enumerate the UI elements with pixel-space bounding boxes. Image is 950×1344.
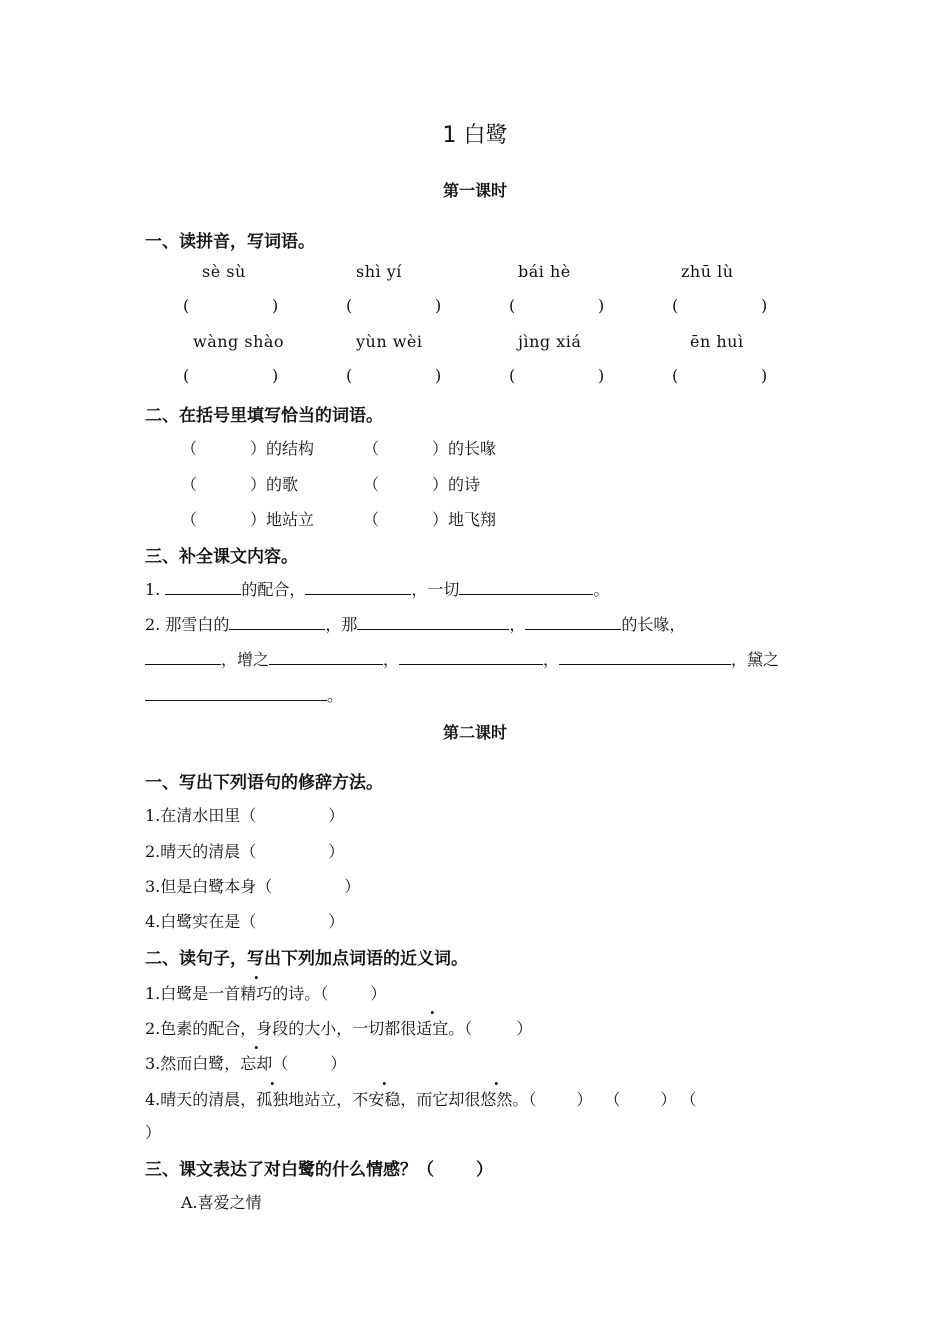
blank-line[interactable] <box>459 578 593 595</box>
blank-line[interactable] <box>269 648 383 665</box>
fill-open: （ <box>363 475 380 494</box>
fill-open: （ <box>181 439 198 458</box>
fill-open: （ <box>363 439 380 458</box>
pinyin-bai-he: bái hè <box>518 262 571 281</box>
blank-line[interactable] <box>357 613 509 630</box>
option-a[interactable]: A.喜爱之情 <box>181 1193 262 1212</box>
section-1-2-title: 二、在括号里填写恰当的词语。 <box>145 406 383 426</box>
lesson-1-heading: 第一课时 <box>442 181 507 200</box>
section-1-3-title: 三、补全课文内容。 <box>145 547 298 567</box>
answer-paren-close: ) <box>272 366 279 385</box>
recite-line-1: 1. 的配合， ，一切 。 <box>145 580 610 599</box>
blank-line[interactable] <box>145 648 221 665</box>
answer-paren-close: ) <box>598 296 605 315</box>
answer-paren-close: ) <box>435 296 442 315</box>
blank-line[interactable] <box>165 578 241 595</box>
fill-feixiang: ）地飞翔 <box>432 510 497 529</box>
answer-paren-open: ( <box>672 366 679 385</box>
synonym-sentence-1: 1.白鹭是一首精巧的诗。（ ） <box>145 981 386 1004</box>
fill-open: （ <box>181 510 198 529</box>
synonym-sentence-4: 4.晴天的清晨，孤独地站立，不安稳，而它却很悠然。（ ） （ ） （ <box>145 1087 696 1110</box>
pinyin-shi-yi: shì yí <box>356 262 402 281</box>
answer-paren-close: ) <box>761 296 768 315</box>
answer-paren-close: ) <box>598 366 605 385</box>
section-2-2-title: 二、读句子，写出下列加点词语的近义词。 <box>145 949 468 969</box>
dotted-word: 安稳 <box>368 1090 401 1109</box>
blank-line[interactable] <box>305 578 411 595</box>
answer-paren-open: ( <box>183 296 190 315</box>
fill-ge: ）的歌 <box>250 475 299 494</box>
answer-paren-open: ( <box>509 366 516 385</box>
fill-changhui: ）的长喙 <box>432 439 497 458</box>
fill-shi: ）的诗 <box>432 475 481 494</box>
recite-line-2: 2. 那雪白的 ，那 ， 的长喙， <box>145 615 686 634</box>
blank-line[interactable] <box>559 648 731 665</box>
answer-paren-close: ) <box>435 366 442 385</box>
blank-line[interactable] <box>525 613 621 630</box>
synonym-sentence-4-wrap: ） <box>145 1123 162 1142</box>
pinyin-se-su: sè sù <box>202 262 246 281</box>
dotted-word: 精巧 <box>240 984 273 1003</box>
pinyin-wang-shao: wàng shào <box>193 332 285 351</box>
section-2-3-title: 三、课文表达了对白鹭的什么情感？（ ） <box>145 1160 493 1180</box>
dotted-word: 适宜 <box>416 1019 449 1038</box>
blank-line[interactable] <box>229 613 325 630</box>
dotted-word: 忘却 <box>240 1054 273 1073</box>
dotted-word: 悠然 <box>480 1090 513 1109</box>
answer-paren-close: ) <box>272 296 279 315</box>
dotted-word: 孤独 <box>256 1090 289 1109</box>
fill-jiegou: ）的结构 <box>250 439 315 458</box>
section-1-1-title: 一、读拼音，写词语。 <box>145 232 315 252</box>
blank-line[interactable] <box>399 648 543 665</box>
blank-line[interactable] <box>145 684 327 701</box>
answer-paren-open: ( <box>183 366 190 385</box>
pinyin-yun-wei: yùn wèi <box>356 332 423 351</box>
recite-line-3: ，增之 ， ， ，黛之 <box>145 647 779 670</box>
fill-open: （ <box>181 475 198 494</box>
pinyin-en-hui: ēn huì <box>690 332 744 351</box>
answer-paren-open: ( <box>346 366 353 385</box>
rhetoric-item-1: 1.在清水田里（ ） <box>145 806 345 825</box>
synonym-sentence-3: 3.然而白鹭，忘却（ ） <box>145 1051 346 1074</box>
answer-paren-open: ( <box>509 296 516 315</box>
rhetoric-item-2: 2.晴天的清晨（ ） <box>145 842 345 861</box>
fill-zhanli: ）地站立 <box>250 510 315 529</box>
rhetoric-item-4: 4.白鹭实在是（ ） <box>145 912 345 931</box>
recite-line-4: 。 <box>145 683 343 706</box>
section-2-1-title: 一、写出下列语句的修辞方法。 <box>145 773 383 793</box>
answer-paren-close: ) <box>761 366 768 385</box>
pinyin-zhu-lu: zhū lù <box>681 262 734 281</box>
answer-paren-open: ( <box>672 296 679 315</box>
fill-open: （ <box>363 510 380 529</box>
pinyin-jing-xia: jìng xiá <box>518 332 582 351</box>
synonym-sentence-2: 2.色素的配合，身段的大小，一切都很适宜。（ ） <box>145 1016 532 1039</box>
page-title: 1 白鹭 <box>442 123 508 148</box>
lesson-2-heading: 第二课时 <box>442 723 507 742</box>
rhetoric-item-3: 3.但是白鹭本身（ ） <box>145 877 361 896</box>
answer-paren-open: ( <box>346 296 353 315</box>
